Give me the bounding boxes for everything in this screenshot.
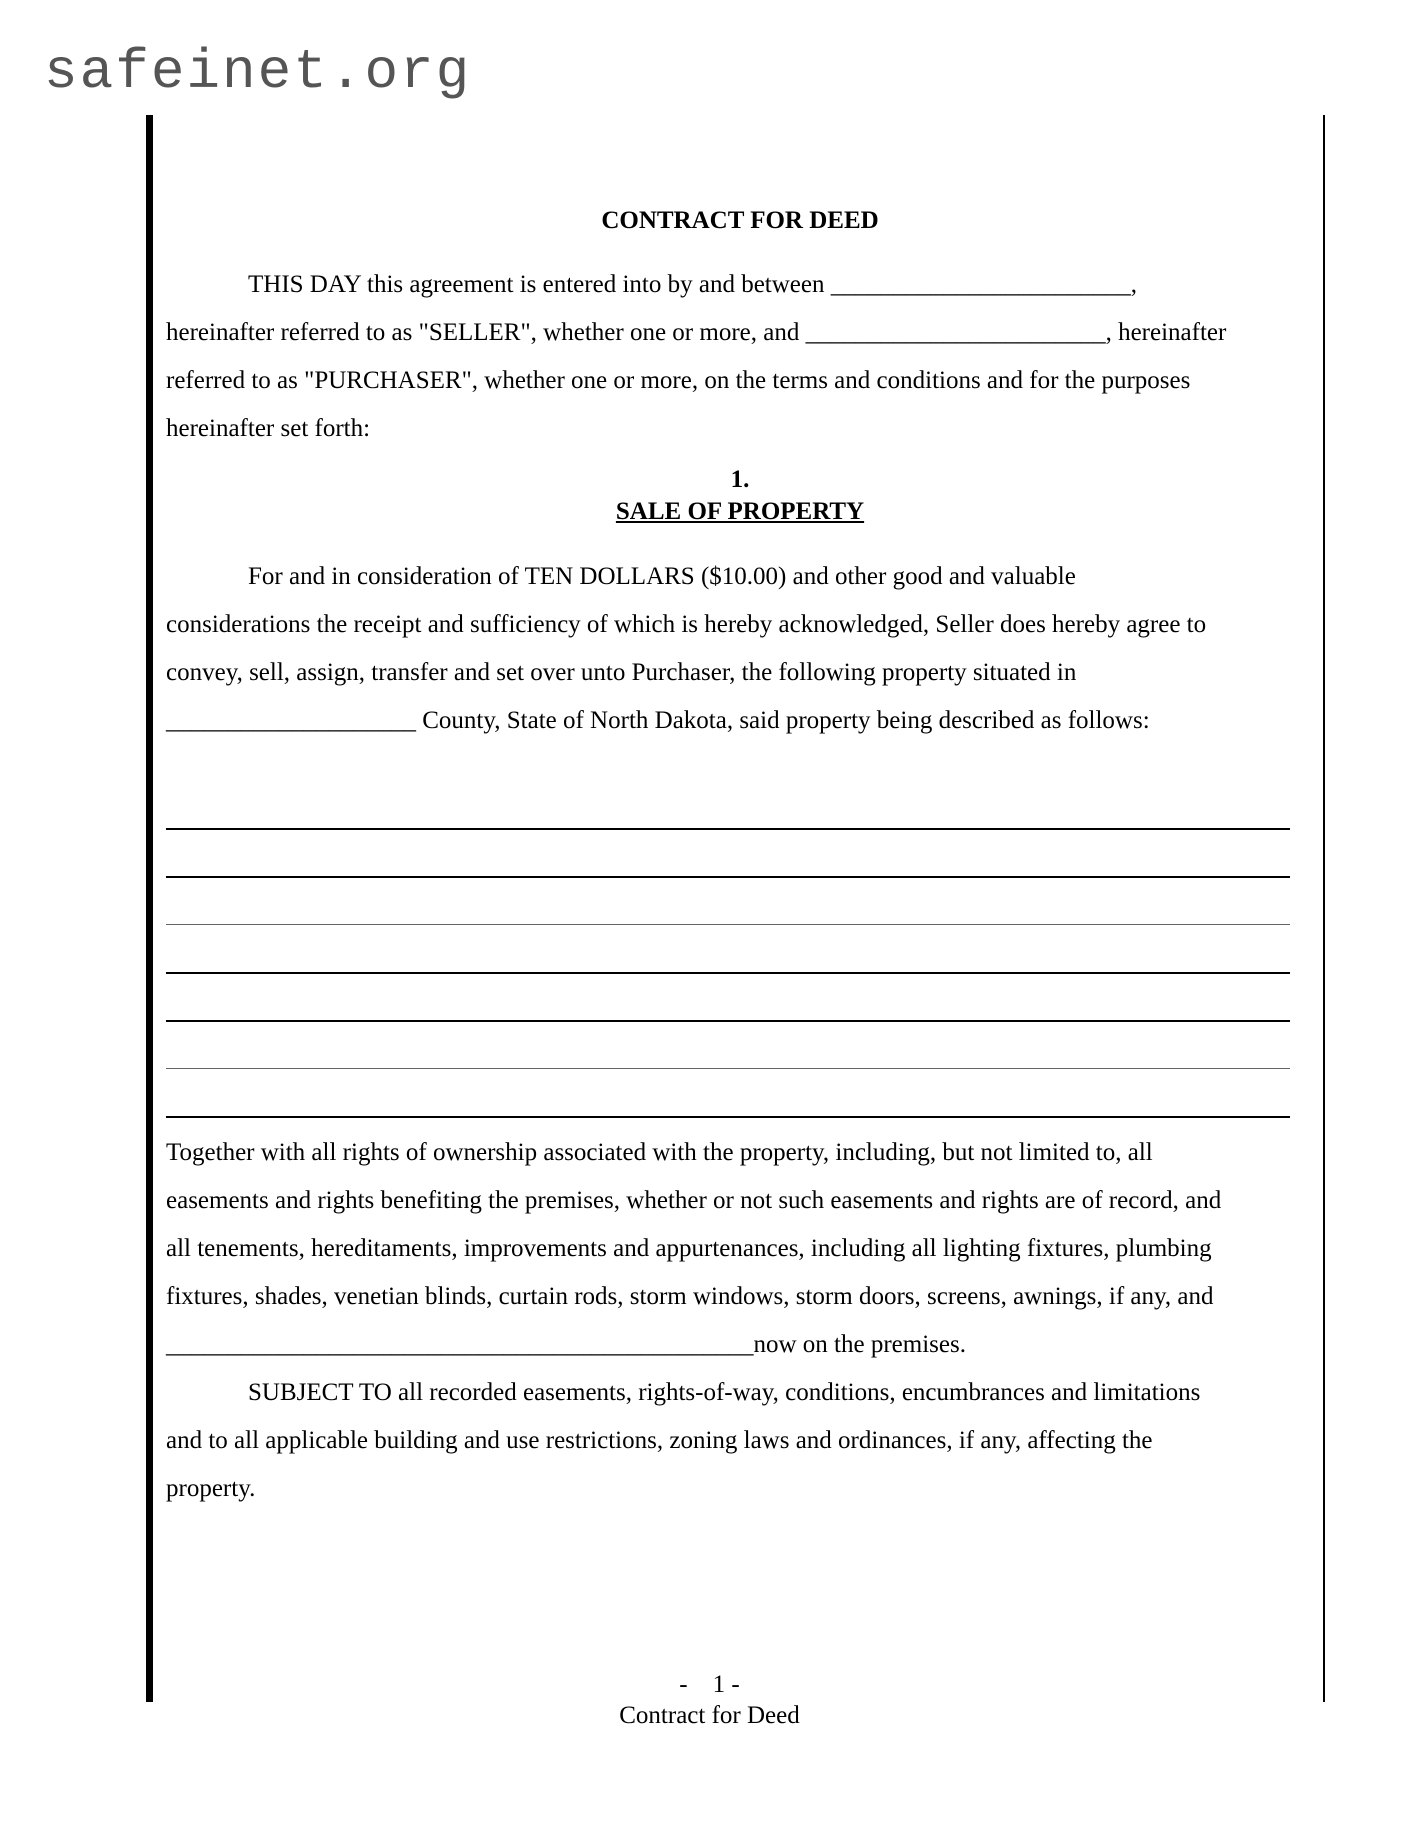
right-margin-bar <box>1323 115 1325 1702</box>
intro-line-1: THIS DAY this agreement is entered into by and between ________________________, <box>248 271 1137 298</box>
together-line-5: _______________________________________________now on the premises. <box>166 1331 966 1358</box>
property-description-line-3 <box>166 924 1290 925</box>
section-1-number: 1. <box>730 466 750 493</box>
together-line-3: all tenements, hereditaments, improvements and appurtenances, including all lighting fixtures, plumbing <box>166 1235 1212 1262</box>
left-margin-bar <box>146 115 153 1702</box>
section-1-heading <box>166 497 1314 527</box>
subject-line-1: SUBJECT TO all recorded easements, rights-of-way, conditions, encumbrances and limitations <box>248 1379 1201 1406</box>
section-1-title: SALE OF PROPERTY <box>615 498 865 525</box>
section-1-line-2: considerations the receipt and sufficiency of which is hereby acknowledged, Seller does hereby agree to <box>166 611 1207 638</box>
intro-line-2: hereinafter referred to as "SELLER", whether one or more, and ________________________, hereinafter <box>166 319 1227 346</box>
page-number: - 1 - <box>679 1671 740 1698</box>
footer-doc-name: Contract for Deed <box>619 1702 800 1729</box>
together-line-4: fixtures, shades, venetian blinds, curtain rods, storm windows, storm doors, screens, awnings, if any, and <box>166 1283 1214 1310</box>
property-description-line-7 <box>166 1116 1290 1118</box>
subject-line-3: property. <box>166 1475 256 1502</box>
property-description-line-2 <box>166 876 1290 878</box>
together-line-1: Together with all rights of ownership associated with the property, including, but not limited to, all <box>166 1139 1153 1166</box>
property-description-line-4 <box>166 972 1290 974</box>
together-line-2: easements and rights benefiting the premises, whether or not such easements and rights are of record, and <box>166 1187 1222 1214</box>
subject-line-2: and to all applicable building and use restrictions, zoning laws and ordinances, if any, affecting the <box>166 1427 1153 1454</box>
property-description-line-5 <box>166 1020 1290 1022</box>
section-1-line-1: For and in consideration of TEN DOLLARS ($10.00) and other good and valuable <box>248 563 1076 590</box>
intro-line-4: hereinafter set forth: <box>166 415 371 442</box>
watermark: safeinet.org <box>44 40 472 104</box>
intro-line-3: referred to as "PURCHASER", whether one or more, on the terms and conditions and for the purposes <box>166 367 1191 394</box>
property-description-line-1 <box>166 828 1290 830</box>
document-title: CONTRACT FOR DEED <box>601 207 879 234</box>
section-1-line-4: ____________________ County, State of North Dakota, said property being described as follows: <box>166 707 1150 734</box>
section-1-line-3: convey, sell, assign, transfer and set over unto Purchaser, the following property situated in <box>166 659 1077 686</box>
property-description-line-6 <box>166 1068 1290 1069</box>
